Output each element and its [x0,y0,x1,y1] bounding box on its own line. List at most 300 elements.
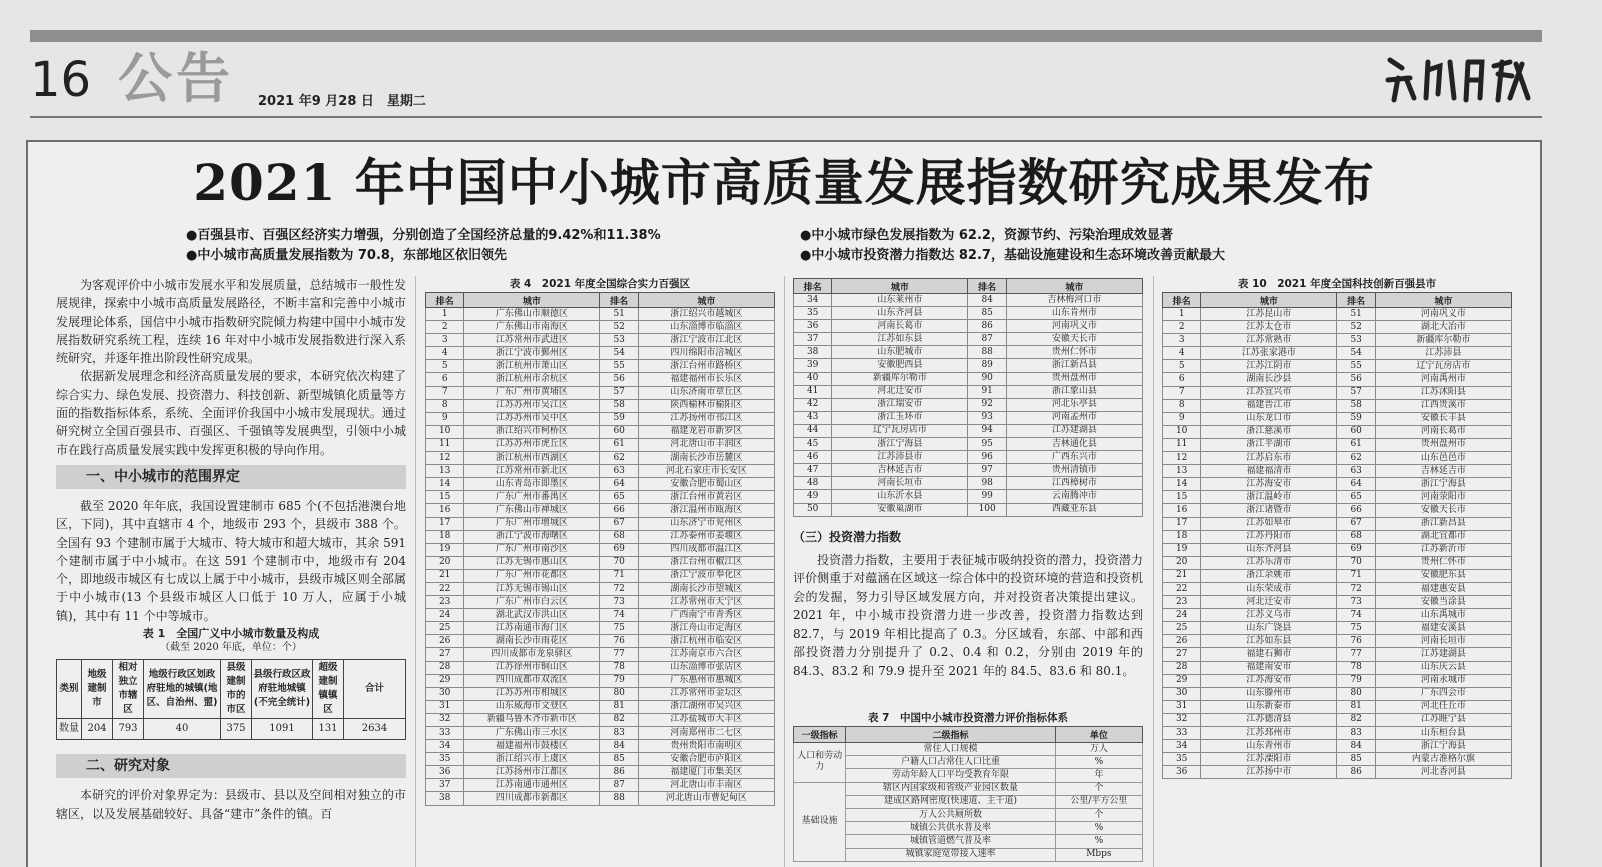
table-row [1163,517,1512,530]
table-cell: 86 [968,320,1006,333]
table-cell: 福建晋江市 [1201,399,1337,412]
table-cell: 7 [1163,386,1201,399]
table-row [794,835,1143,848]
table-cell: 江西贵溪市 [1375,399,1511,412]
table-cell: 四川成都市温江区 [638,543,774,556]
table-row [1163,399,1512,412]
table-cell: 51 [1337,308,1375,321]
table-header: 排名 [600,293,638,308]
table-cell: 山东莱州市 [832,294,968,307]
table-header: 单位 [1055,727,1142,743]
table-header: 城市 [1006,279,1142,294]
table-cell: 吉林梅河口市 [1006,294,1142,307]
table-cell: 76 [1337,635,1375,648]
table-cell: 城镇管道燃气普及率 [846,835,1055,848]
table-cell: 54 [600,347,638,360]
table-cell: 10 [1163,425,1201,438]
table-cell: 23 [1163,596,1201,609]
table-cell: 山东肥城市 [832,346,968,359]
table-caption: 表 10 2021 年度全国科技创新百强县市 [1237,278,1437,290]
table-cell: 河南长垣市 [1375,635,1511,648]
table-cell: 66 [1337,504,1375,517]
table-cell: 34 [794,294,832,307]
table-cell: 四川绵阳市涪城区 [638,347,774,360]
table-row [1163,713,1512,726]
table-row [794,451,1143,464]
table-cell: 福建福清市 [1201,465,1337,478]
table-cell: 31 [426,700,464,713]
table-cell: 2 [426,321,464,334]
table-cell: 30 [426,687,464,700]
table-continued [793,278,1143,517]
table-cell: 53 [600,334,638,347]
table-row [794,782,1143,795]
table-row [1163,452,1512,465]
table-row [426,609,775,622]
table-cell: 12 [1163,452,1201,465]
table-row [426,687,775,700]
table-cell: 93 [968,411,1006,424]
table-cell: 63 [600,465,638,478]
table-cell: 83 [600,727,638,740]
table-cell: 34 [1163,740,1201,753]
table-cell: 38 [794,346,832,359]
table-row [426,622,775,635]
table-cell: 建成区路网密度(快速道、主干道) [846,795,1055,808]
table-cell: 39 [794,359,832,372]
table-cell: 46 [794,451,832,464]
table-cell: 64 [600,478,638,491]
table-cell: 江苏海安市 [1201,478,1337,491]
table-row [1163,465,1512,478]
table-cell: 4 [1163,347,1201,360]
table-cell: 12 [426,452,464,465]
table-cell: 35 [794,307,832,320]
table-cell: 19 [426,543,464,556]
table-cell: 58 [600,399,638,412]
table-cell: 69 [1337,543,1375,556]
table-cell: 河南永城市 [1375,674,1511,687]
table-cell: 山东济南市章丘区 [638,386,774,399]
table-cell: 88 [968,346,1006,359]
table-cell: 浙江平湖市 [1201,438,1337,451]
table-4-grid [425,292,775,806]
table-header: 排名 [1337,293,1375,308]
table-header: 城市 [464,293,600,308]
table-row [794,333,1143,346]
table-cell: 26 [426,635,464,648]
table-cell: 31 [1163,700,1201,713]
table-cell: 71 [600,569,638,582]
table-cell: 广东广州市番禺区 [464,491,600,504]
table-row [426,334,775,347]
table-cell: 广东广州市南沙区 [464,543,600,556]
table-caption: 表 1 全国广义中小城市数量及构成 [142,627,320,641]
table-cell: 辽宁瓦房店市 [1375,360,1511,373]
table-row [794,359,1143,372]
table-cell: 江苏常州市金坛区 [638,687,774,700]
table-cell: 浙江慈溪市 [1201,425,1337,438]
table-cell: 江苏苏州市相城区 [464,687,600,700]
table-cell: 11 [426,438,464,451]
table-cell: 99 [968,490,1006,503]
table-cell: 广东广州市白云区 [464,596,600,609]
table-cell: 江苏宜兴市 [1201,386,1337,399]
bullet: ●百强县市、百强区经济实力增强，分别创造了全国经济总量的9.42%和11.38% [186,228,661,243]
table-cell: 74 [600,609,638,622]
table-cell: 60 [1337,425,1375,438]
table-cell: 年 [1055,769,1142,782]
table-cell: 江苏沛县 [1375,347,1511,360]
table-cell: 江苏扬州市邗江区 [638,412,774,425]
table-cell: 20 [1163,556,1201,569]
table-cell: 吉林延吉市 [1375,465,1511,478]
table-cell: 204 [82,719,113,740]
table-cell: 浙江绍兴市上虞区 [464,753,600,766]
table-cell: 贵州贵阳市南明区 [638,740,774,753]
table-cell: 85 [968,307,1006,320]
paragraph: 投资潜力指数，主要用于表征城市吸纳投资的潜力，投资潜力评价侧重于对蕴涵在区域这一综合体中的投资环境的营造和投资机会的发掘，努力引导区域发展方向，并对投资者决策提出建议。2021 年，中小城市投资潜力进一步改善，投资潜力指数达到 82.7，与 2019 年相比提高了 0.3。分区域看，东部、中部和西部投资潜力分别提升了 0.2、0.4 和 0.2，分别由 2019 年的 84.3、83.2 和 79.9 提升至 2021 年的 84.5、83.6 和 80.1。 [793,552,1143,678]
table-cell: 14 [1163,478,1201,491]
table-cell: 江苏盐城市大丰区 [638,713,774,726]
table-cell: 9 [426,412,464,425]
table-cell: 14 [426,478,464,491]
table-row [1163,569,1512,582]
table-cell: 福建龙岩市新罗区 [638,425,774,438]
table-cell: 53 [1337,334,1375,347]
table-cell: 91 [968,385,1006,398]
table-row [794,320,1143,333]
table-cell: 山东滕州市 [1201,687,1337,700]
table-cell: 浙江新昌县 [1375,517,1511,530]
table-cell: 21 [1163,569,1201,582]
table-cell: 浙江绍兴市柯桥区 [464,425,600,438]
table-cell: 广东广州市花都区 [464,569,600,582]
table-cell: 福建福州市鼓楼区 [464,740,600,753]
table-row [426,386,775,399]
table-row [1163,438,1512,451]
table-cell: 793 [113,719,144,740]
table-cell: 34 [426,740,464,753]
table-cell: 63 [1337,465,1375,478]
table-cell: 57 [600,386,638,399]
table-cell: 83 [1337,727,1375,740]
table-cell: 47 [794,464,832,477]
table-cell: 江苏常州市天宁区 [638,596,774,609]
table-cell: 21 [426,569,464,582]
table-row [1163,360,1512,373]
table-cell: 86 [600,766,638,779]
table-cell: 河南巩义市 [1375,308,1511,321]
table-cell: 2 [1163,321,1201,334]
article-column-1 [56,276,406,823]
table-cell: 数量 [57,719,82,740]
table-cell: 27 [1163,648,1201,661]
table-cell: 40 [794,372,832,385]
column-divider [784,276,785,867]
table-cell: 65 [600,491,638,504]
table-cell: 42 [794,398,832,411]
table-cell: 劳动年龄人口平均受教育年限 [846,769,1055,782]
table-row [1163,609,1512,622]
table-cell: 山东威海市文登区 [464,700,600,713]
table-10-grid [1162,292,1512,779]
table-cell: 78 [1337,661,1375,674]
table-cell: 四川成都市龙泉驿区 [464,648,600,661]
table-cell: 湖南长沙市雨花区 [464,635,600,648]
table-cell: 26 [1163,635,1201,648]
table-cell: 江苏扬州市江都区 [464,766,600,779]
table-cell: 59 [600,412,638,425]
table-row [1163,504,1512,517]
table-cell: 江苏常熟市 [1201,334,1337,347]
table-cell: 江苏常州市武进区 [464,334,600,347]
table-cell: 30 [1163,687,1201,700]
table-cell: 江苏如东县 [832,333,968,346]
table-cell: 河北唐山市曹妃甸区 [638,792,774,805]
table-cell: 山东齐河县 [832,307,968,320]
table-cell: 浙江新昌县 [1006,359,1142,372]
table-row [794,503,1143,516]
table-cell: 山东淄博市临淄区 [638,321,774,334]
table-row [794,477,1143,490]
table-cell: 浙江宁波市鄞州区 [464,347,600,360]
table-cell: 河北石家庄市长安区 [638,465,774,478]
table-4 [425,276,775,806]
table-cell: 84 [600,740,638,753]
table-cell: 江苏乐清市 [1201,556,1337,569]
table-cell: 48 [794,477,832,490]
section-title: 公告 [118,46,234,110]
table-cell: 湖北武汉市洪山区 [464,609,600,622]
table-cell: 山东广饶县 [1201,622,1337,635]
table-cell: 福建南安市 [1201,661,1337,674]
table-cell: 100 [968,503,1006,516]
table-cell: 4 [426,347,464,360]
table-cell: 77 [600,648,638,661]
table-cell: 56 [600,373,638,386]
summary-bullets-right [800,226,1225,266]
table-header: 地级行政区划政府驻地的城镇(地区、自治州、盟) [144,660,221,719]
table-cell: 70 [600,556,638,569]
table-row [794,398,1143,411]
table-cell: 8 [426,399,464,412]
table-cell: 67 [600,517,638,530]
table-cell: 吉林延吉市 [832,464,968,477]
table-cell: 浙江余姚市 [1201,569,1337,582]
table-cell: 山东新泰市 [1201,700,1337,713]
table-cell: 贵州仁怀市 [1375,556,1511,569]
table-header: 排名 [968,279,1006,294]
table-cell: 87 [968,333,1006,346]
table-cell: 87 [600,779,638,792]
table-cell: 山东肯州市 [1006,307,1142,320]
table-cell: 15 [426,491,464,504]
table-cell: 浙江杭州市萧山区 [464,360,600,373]
table-cell: 浙江绍兴市越城区 [638,308,774,321]
table-cell: 浙江诸暨市 [1201,504,1337,517]
table-cell: 24 [1163,609,1201,622]
table-row [794,385,1143,398]
table-cell: 64 [1337,478,1375,491]
table-cell: 浙江玉环市 [832,411,968,424]
table-cell: 江苏睢宁县 [1375,713,1511,726]
article-column-3 [793,526,1143,680]
table-row [426,596,775,609]
table-cell: 浙江宁海县 [832,438,968,451]
table-cell: 江苏苏州市吴中区 [464,412,600,425]
table-cell: 浙江温州市瓯海区 [638,504,774,517]
table-cell: 吉林通化县 [1006,438,1142,451]
table-cell: 广东佛山市顺德区 [464,308,600,321]
table-cell: 江苏徐州市铜山区 [464,661,600,674]
table-header: 合计 [344,660,406,719]
table-cell: 贵州仁怀市 [1006,346,1142,359]
table-cell: 河北任丘市 [1375,700,1511,713]
table-row [426,556,775,569]
table-row [426,399,775,412]
table-cell: 17 [426,517,464,530]
table-cell: 38 [426,792,464,805]
table-cell: 山东桓台县 [1375,727,1511,740]
table-cell: 山东青州市 [1201,740,1337,753]
table-row [426,504,775,517]
table-cell: 浙江台州市黄岩区 [638,491,774,504]
table-row [1163,766,1512,779]
table-cell: 85 [600,753,638,766]
table-row [426,569,775,582]
table-cell: 贵州清镇市 [1006,464,1142,477]
table-cell: 36 [426,766,464,779]
table-cell: 广东惠州市惠城区 [638,674,774,687]
table-cell: 个 [1055,782,1142,795]
table-row [1163,530,1512,543]
table-cell: 江苏邳州市 [1201,727,1337,740]
table-cell: 福建石狮市 [1201,648,1337,661]
table-row [1163,373,1512,386]
table-cell: 江苏如皋市 [1201,517,1337,530]
table-cell: 85 [1337,753,1375,766]
table-cell: 82 [600,713,638,726]
table-cell: 58 [1337,399,1375,412]
table-cell: 72 [600,582,638,595]
table-cell: 河北乐亭县 [1006,398,1142,411]
table-row [1163,556,1512,569]
table-row [1163,635,1512,648]
table-cell: 33 [426,727,464,740]
table-cell: 江苏泰州市姜堰区 [638,530,774,543]
table-cell: 57 [1337,386,1375,399]
table-cell: 湖南长沙县 [1201,373,1337,386]
table-cell: 西藏亚东县 [1006,503,1142,516]
table-row [426,635,775,648]
table-cell: 河南孟州市 [1006,411,1142,424]
table-row [426,779,775,792]
table-row [1163,478,1512,491]
table-cell: 江苏江阴市 [1201,360,1337,373]
table-cell: 43 [794,411,832,424]
table-10 [1162,276,1512,779]
table-caption: 表 7 中国中小城市投资潜力评价指标体系 [868,712,1068,724]
table-cell: 88 [600,792,638,805]
table-cell: 基础设施 [794,782,846,861]
table-row [794,346,1143,359]
table-cell: 72 [1337,582,1375,595]
table-cell: 山东庆云县 [1375,661,1511,674]
table-row [794,808,1143,821]
table-cell: 浙江杭州市余杭区 [464,373,600,386]
table-cell: 20 [426,556,464,569]
table-cell: 安徽当涂县 [1375,596,1511,609]
table-cell: 公里/平方公里 [1055,795,1142,808]
table-row [1163,596,1512,609]
table-row [426,674,775,687]
table-cell: 江苏无锡市惠山区 [464,556,600,569]
table-cell: 49 [794,490,832,503]
table-cell: 94 [968,424,1006,437]
table-row [794,464,1143,477]
table-header: 县级建制市的市区 [221,660,252,719]
table-header: 城市 [832,279,968,294]
table-row [794,438,1143,451]
table-cell: 福建厦门市集美区 [638,766,774,779]
table-row [1163,740,1512,753]
table-cell: 江苏昆山市 [1201,308,1337,321]
table-row [426,517,775,530]
table-cell: 1 [426,308,464,321]
table-cell: 75 [600,622,638,635]
table-row [1163,727,1512,740]
table-cell: 25 [1163,622,1201,635]
table-row [426,478,775,491]
table-row [1163,386,1512,399]
table-cell: 湖南长沙市望城区 [638,582,774,595]
table-cell: 广东四会市 [1375,687,1511,700]
table-header: 相对独立市辖区 [113,660,144,719]
table-cell: 广西东兴市 [1006,451,1142,464]
table-cell: 江苏无锡市锡山区 [464,582,600,595]
table-cell: 广东佛山市禅城区 [464,504,600,517]
table-cell: 55 [600,360,638,373]
table-cell: 76 [600,635,638,648]
table-cell: 16 [1163,504,1201,517]
table-cell: 江苏如东县 [1201,635,1337,648]
table-cell: 59 [1337,412,1375,425]
table-cell: 城镇家庭宽带接入速率 [846,848,1055,861]
table-cell: 13 [426,465,464,478]
table-row [426,425,775,438]
table-cell: 山东荣成市 [1201,582,1337,595]
table-header: 排名 [794,279,832,294]
table-cell: 浙江宁海县 [1375,740,1511,753]
guangming-daily-logo [1380,48,1540,108]
table-row [426,792,775,805]
table-cell: 36 [794,320,832,333]
table-cell: 51 [600,308,638,321]
table-row [1163,412,1512,425]
table-cell: 河南巩义市 [1006,320,1142,333]
table-cell: 浙江宁波市海曙区 [464,530,600,543]
table-cell: 1 [1163,308,1201,321]
table-cell: 28 [1163,661,1201,674]
table-row [426,412,775,425]
table-cell: 60 [600,425,638,438]
table-cell: 新疆乌鲁木齐市新市区 [464,713,600,726]
table-cell: 41 [794,385,832,398]
paragraph: 本研究的评价对象界定为：县级市、县以及空间相对独立的市辖区，以及发展基础较好、具备“建市”条件的镇。百 [56,788,406,821]
table-cell: 城镇公共供水普及率 [846,822,1055,835]
table-cell: 新疆库尔勒市 [1375,334,1511,347]
